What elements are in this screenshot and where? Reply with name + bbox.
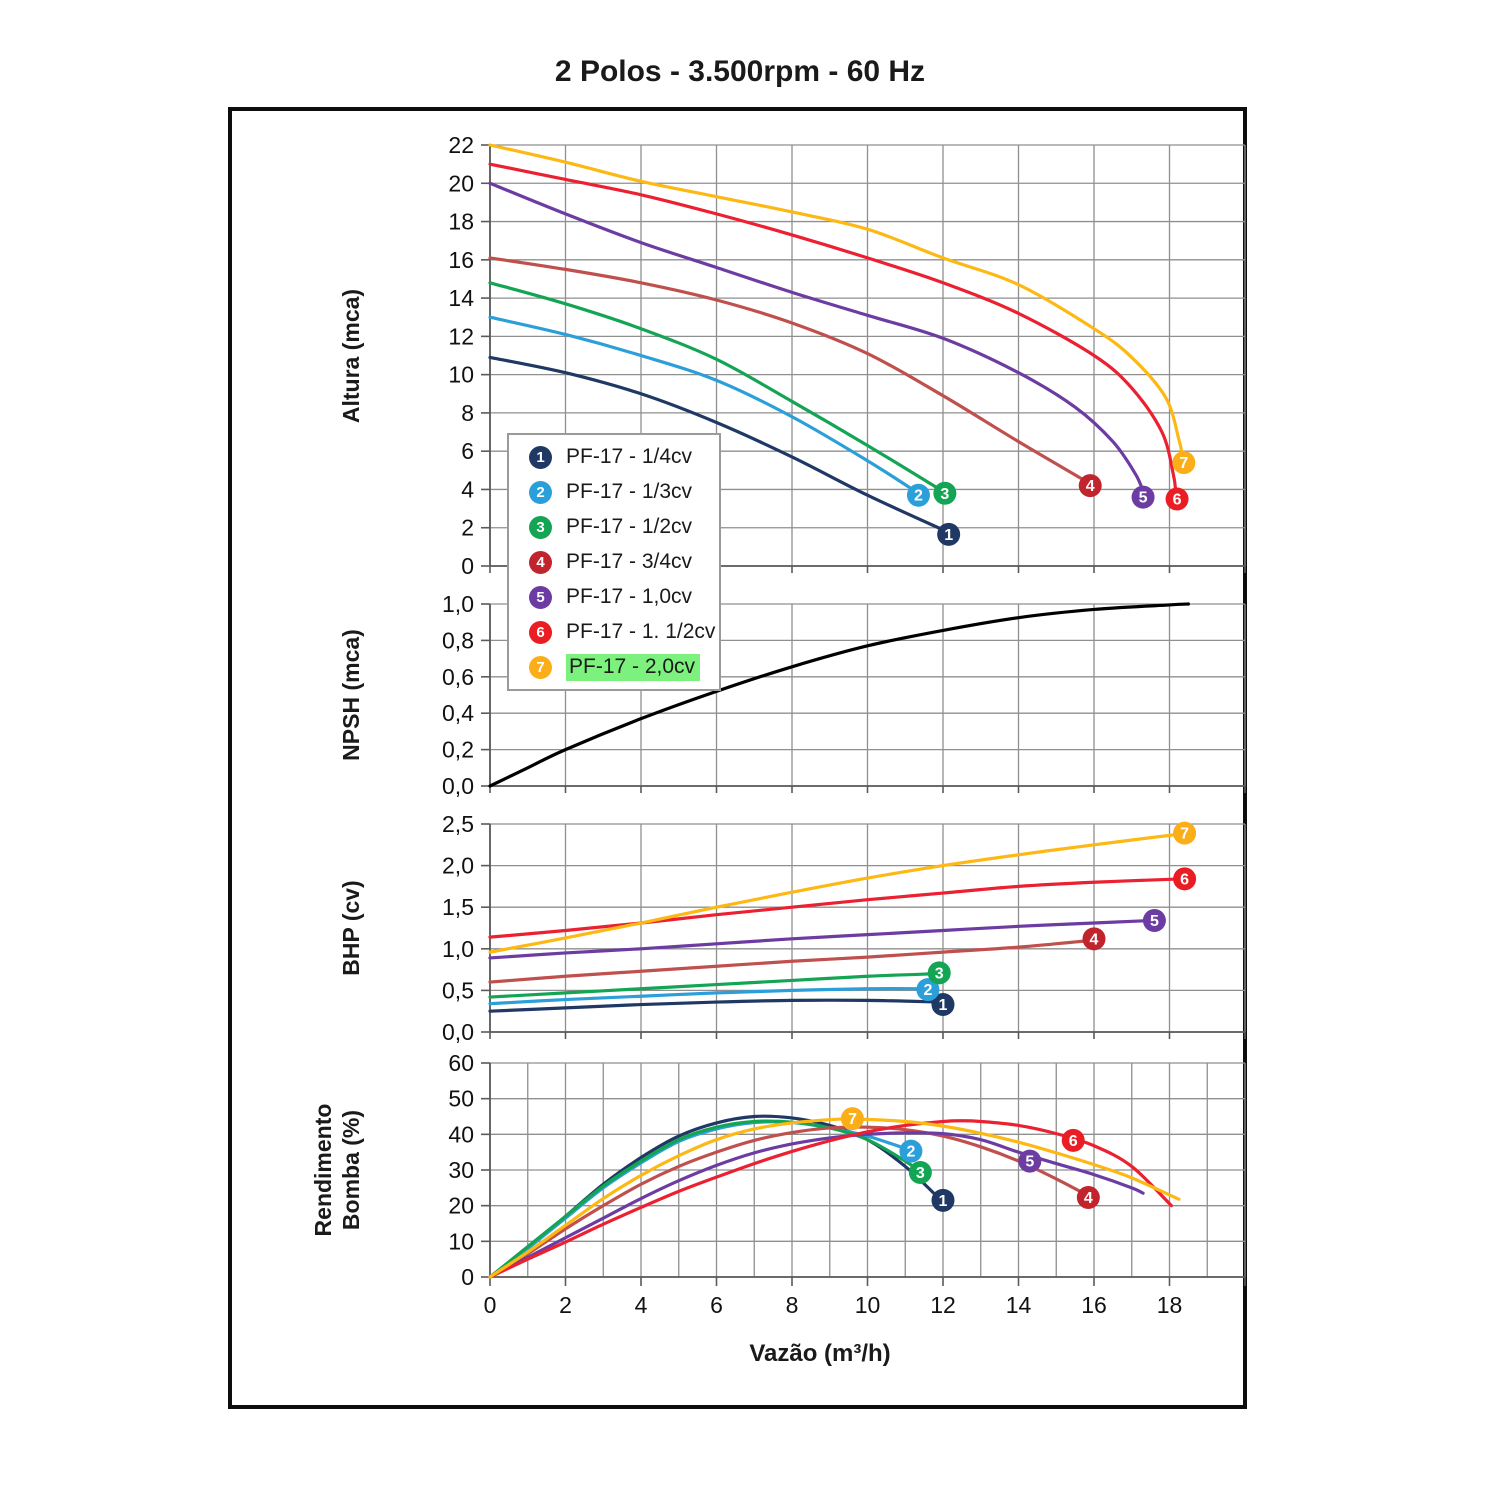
y-tick-label: 2,5 [442, 811, 474, 837]
legend-label-7: PF-17 - 2,0cv [566, 654, 700, 681]
y-axis-title-rendimento-line2: Bomba (%) [338, 1109, 364, 1231]
y-tick-label: 22 [448, 132, 474, 158]
y-tick-label: 0,4 [442, 700, 474, 727]
y-tick-label: 12 [448, 323, 474, 350]
y-tick-label: 0,0 [442, 773, 474, 799]
legend-marker-4: 4 [529, 551, 552, 574]
curve-pf17-4 [490, 940, 1090, 982]
y-tick-label: 1,5 [442, 894, 474, 921]
curve-marker-number: 5 [1025, 1153, 1035, 1171]
curve-marker-number: 6 [1172, 491, 1182, 509]
curve-pf17-5 [490, 921, 1151, 958]
y-axis-title-rendimento-line1: Rendimento [310, 1103, 336, 1237]
curve-marker-number: 6 [1068, 1132, 1078, 1150]
y-tick-label: 30 [448, 1157, 474, 1183]
curve-marker-number: 1 [944, 526, 954, 544]
x-tick-label: 2 [559, 1292, 572, 1318]
legend-item-2 [509, 475, 719, 510]
curve-marker-number: 7 [1180, 825, 1190, 843]
legend-marker-3: 3 [529, 516, 552, 539]
y-axis-title-npsh: NPSH (mca) [338, 629, 364, 761]
y-tick-label: 0,2 [442, 736, 474, 763]
curve-marker-number: 6 [1180, 871, 1190, 889]
curve-marker-number: 4 [1085, 478, 1095, 496]
y-tick-label: 40 [448, 1121, 474, 1148]
x-tick-label: 12 [930, 1292, 956, 1318]
curve-marker-number: 1 [938, 1192, 948, 1210]
curve-marker-number: 5 [1149, 913, 1159, 931]
curve-marker-number: 3 [915, 1164, 925, 1182]
curve-marker-number: 5 [1138, 489, 1148, 507]
curve-pf17-5 [490, 1133, 1143, 1277]
curve-marker-number: 7 [1179, 455, 1189, 473]
y-tick-label: 4 [461, 476, 474, 503]
y-tick-label: 2 [461, 514, 474, 541]
y-tick-label: 10 [448, 361, 474, 388]
y-tick-label: 16 [448, 246, 474, 273]
x-tick-label: 16 [1081, 1292, 1107, 1318]
x-tick-label: 10 [854, 1292, 881, 1318]
curve-marker-number: 7 [847, 1111, 857, 1129]
curve-marker-number: 2 [923, 982, 933, 1000]
curve-pf17-1 [490, 1000, 939, 1011]
legend-item-4 [509, 545, 719, 580]
legend-label-1: PF-17 - 1/4cv [566, 445, 693, 468]
legend-item-3 [509, 510, 719, 545]
y-tick-label: 60 [448, 1050, 474, 1076]
x-axis-title: Vazão (m³/h) [749, 1340, 891, 1367]
legend-marker-5: 5 [529, 586, 552, 609]
y-axis-title-altura: Altura (mca) [338, 288, 364, 424]
legend-item-6 [509, 615, 719, 650]
y-axis-title-rendimento [309, 1020, 367, 1320]
y-tick-label: 0,8 [442, 627, 474, 654]
y-tick-label: 50 [448, 1085, 474, 1112]
legend-marker-2: 2 [529, 481, 552, 504]
legend-label-2: PF-17 - 1/3cv [566, 480, 693, 503]
legend-item-7 [509, 650, 719, 685]
x-tick-label: 4 [634, 1292, 648, 1318]
chart-title: 2 Polos - 3.500rpm - 60 Hz [554, 55, 926, 88]
y-tick-label: 1,0 [442, 935, 474, 962]
y-tick-label: 18 [448, 208, 474, 235]
legend-label-5: PF-17 - 1,0cv [566, 585, 693, 608]
legend-marker-7: 7 [529, 656, 552, 679]
y-tick-label: 1,0 [442, 591, 474, 617]
x-tick-label: 0 [483, 1292, 497, 1318]
y-tick-label: 20 [448, 170, 474, 197]
y-tick-label: 0,5 [442, 977, 474, 1004]
legend-label-3: PF-17 - 1/2cv [566, 515, 693, 538]
curve-marker-number: 2 [914, 487, 923, 505]
x-tick-label: 8 [785, 1292, 799, 1318]
legend-label-6: PF-17 - 1. 1/2cv [566, 620, 716, 643]
y-tick-label: 0 [461, 553, 474, 579]
y-tick-label: 0,6 [442, 663, 474, 690]
curve-marker-number: 3 [940, 485, 950, 503]
y-tick-label: 2,0 [442, 852, 474, 879]
legend [507, 433, 721, 691]
x-tick-label: 14 [1005, 1292, 1032, 1318]
y-tick-label: 8 [461, 399, 474, 426]
legend-marker-1: 1 [529, 446, 552, 469]
curve-marker-number: 1 [938, 997, 948, 1015]
y-tick-label: 6 [461, 438, 474, 465]
curve-marker-number: 4 [1083, 1189, 1093, 1207]
curve-pf17-6 [490, 879, 1181, 937]
legend-marker-6: 6 [529, 621, 552, 644]
y-tick-label: 20 [448, 1192, 474, 1219]
y-tick-label: 0,0 [442, 1019, 474, 1045]
curve-marker-number: 2 [906, 1143, 916, 1161]
legend-label-4: PF-17 - 3/4cv [566, 550, 693, 573]
curve-marker-number: 3 [934, 965, 944, 983]
y-tick-label: 10 [448, 1228, 474, 1255]
curve-marker-number: 4 [1089, 931, 1099, 949]
legend-item-1 [509, 440, 719, 475]
x-tick-label: 18 [1156, 1292, 1183, 1318]
legend-item-5 [509, 580, 719, 615]
x-tick-label: 6 [710, 1292, 723, 1318]
y-tick-label: 0 [461, 1264, 474, 1290]
y-tick-label: 14 [448, 285, 474, 312]
curve-pf17-7 [490, 834, 1181, 952]
y-axis-title-bhp: BHP (cv) [338, 880, 364, 976]
